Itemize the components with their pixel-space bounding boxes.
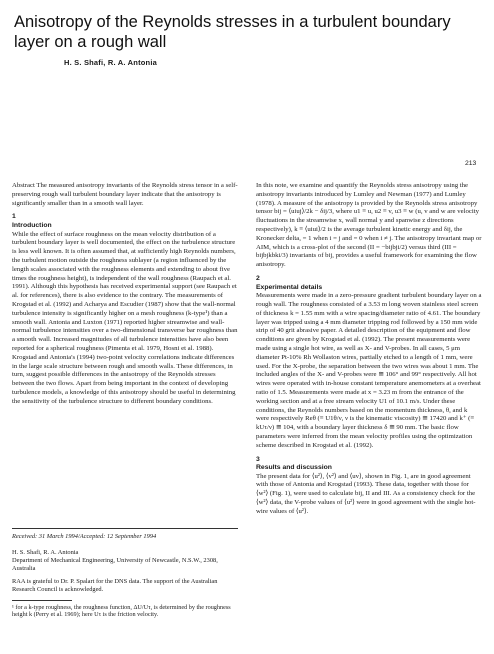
paper-authors: H. S. Shafi, R. A. Antonia (64, 58, 157, 67)
section-3-number: 3 (256, 455, 260, 463)
section-2-number: 2 (256, 274, 260, 282)
section-1-number: 1 (12, 213, 16, 221)
footer-notes (12, 528, 238, 619)
footer-authors: H. S. Shafi, R. A. Antonia (12, 549, 79, 557)
acknowledgement: RAA is grateful to Dr. P. Spalart for the DNS data. The support of the Australian Research Council is acknowledged. (12, 578, 218, 594)
footnote: ¹ for a k-type roughness, the roughness function, ΔU/Uτ, is determined by the roughness height k (Perry et al. 1969); here Uτ is the friction velocity. (12, 603, 231, 619)
section-1-title: Introduction (12, 221, 52, 229)
anisotropy-paragraph: In this note, we examine and quantify the Reynolds stress anisotropy using the anisotropy invariants introduced by Lumley and Newman (1977) and Lumley (1978). A measure of the anisotropy is provided by the Reynolds stress anisotropy tensor bij = ⟨uiuj⟩/2k − δij/3, where u1 ≡ u, u2 ≡ v, u3 ≡ w (u, v and w are velocity fluctuations in the streamwise x, wall normal y and spanwise z directions respectively), k ≡ ⟨uiui⟩/2 is the average turbulent kinetic energy and δij, the Kronecker delta, = 1 when i = j and = 0 when i ≠ j. The anisotropy invariant map or AIM, which is a cross-plot of the second (II = −bijbji/2) versus third (III = bijbjkbki/3) invariants of bij, provides a useful framework for examining the flow anisotropy. (256, 182, 482, 269)
results-paragraph: The present data for ⟨u²⟩, ⟨v²⟩ and ⟨uv⟩, shown in Fig. 1, are in good agreement with those of Antonia and Krogstad (1993). These data, together with those for ⟨w²⟩ (Fig. 1), were used to calculate bij, II and III. As a consistency check for the ⟨w²⟩ data, the V-probe values of ⟨u²⟩ were in good agreement with the single hot-wire values of ⟨u²⟩. (256, 472, 476, 515)
footnote-rule (12, 600, 72, 601)
left-column (12, 182, 238, 411)
footer-rule (12, 528, 238, 529)
affiliation: Department of Mechanical Engineering, University of Newcastle, N.S.W., 2308, Australia (12, 557, 218, 573)
intro-paragraph: While the effect of surface roughness on the mean velocity distribution of a turbulent boundary layer is well documented, the effect on the turbulence structure is less well known. It is often assumed that, at sufficiently high Reynolds numbers, the turbulent motion outside the roughness sublayer (a region influenced by the length scales associated with the roughness elements and extending to about five times the roughness height), is independent of the wall roughness (Raupach et al. 1991). Although this hypothesis has received experimental support (see Raupach et al. for references), there is also evidence to the contrary. The measurements of Krogstad et al. (1992) and Acharya and Escudier (1987) show that the wall-normal turbulence intensity is significantly higher on a mesh roughness (k-type¹) than a smooth wall. Antonia and Luxton (1971) reported higher streamwise and wall-normal turbulence intensities over a two-dimensional transverse bar roughness than a smooth wall. Increased magnitudes of all turbulence intensities have also been reported for a spherical roughness (Pimenta et al. 1979, Hosni et al. 1988). Krogstad and Antonia's (1994) two-point velocity correlations indicate differences in the large scale structure between rough and smooth walls. These differences, in turn, suggest possible differences in the anisotropy of the Reynolds stresses between the two flows. Apart from being important in the context of developing turbulence models, a knowledge of this anisotropy should be useful in determining the sensitivity of the turbulence structure to different boundary conditions. (12, 230, 238, 405)
received-dates: Received: 31 March 1994/Accepted: 12 September 1994 (12, 533, 157, 540)
page-number: 213 (465, 160, 477, 167)
section-2-title: Experimental details (256, 283, 323, 291)
section-3-title: Results and discussion (256, 464, 332, 472)
experimental-paragraph: Measurements were made in a zero-pressure gradient turbulent boundary layer on a rough wall. The roughness consisted of a 3.53 m long woven stainless steel screen of thickness k = 1.55 mm with a wire spacing/diameter ratio of 4.61. The boundary layer was tripped using a 4 mm diameter tripping rod followed by a 150 mm wide strip of 40 grit abrasive paper. A detailed description of the equipment and flow conditions are given by Krogstad et al. (1992). The present measurements were made using a single hot wire, as well as X- and V-probes. In all cases, 5 μm diameter Pt-10% Rh Wollaston wires, partially etched to a length of 1 mm, were used. For the X-probe, the separation between the two wires was about 1 mm. The included angles of the X- and V-probes were ≅ 106° and 99° respectively. All hot wires were operated with in-house constant temperature anemometers at a overheat ratio of 1.5. Measurements were made at x = 3.23 m from the entrance of the working section and at a free stream velocity U1 of 10.1 m/s. Under these conditions, the Reynolds numbers based on the momentum thickness, θ, and k were respectively Reθ (≡ U1θ/ν, ν is the kinematic viscosity) ≅ 17420 and k⁺ (≡ kUτ/ν) ≅ 104, with a boundary layer thickness δ ≅ 90 mm. The basic flow parameters were inferred from the mean velocity profiles using the optimization scheme described in Krogstad et al. (1992). (256, 292, 482, 449)
abstract: Abstract The measured anisotropy invariants of the Reynolds stress tensor in a self-preserving rough wall turbulent boundary layer indicate that the anisotropy is significantly smaller than in a smooth wall layer. (12, 182, 238, 207)
right-column (256, 182, 482, 521)
paper-title: Anisotropy of the Reynolds stresses in a turbulent boundary layer on a rough wall (14, 13, 451, 51)
